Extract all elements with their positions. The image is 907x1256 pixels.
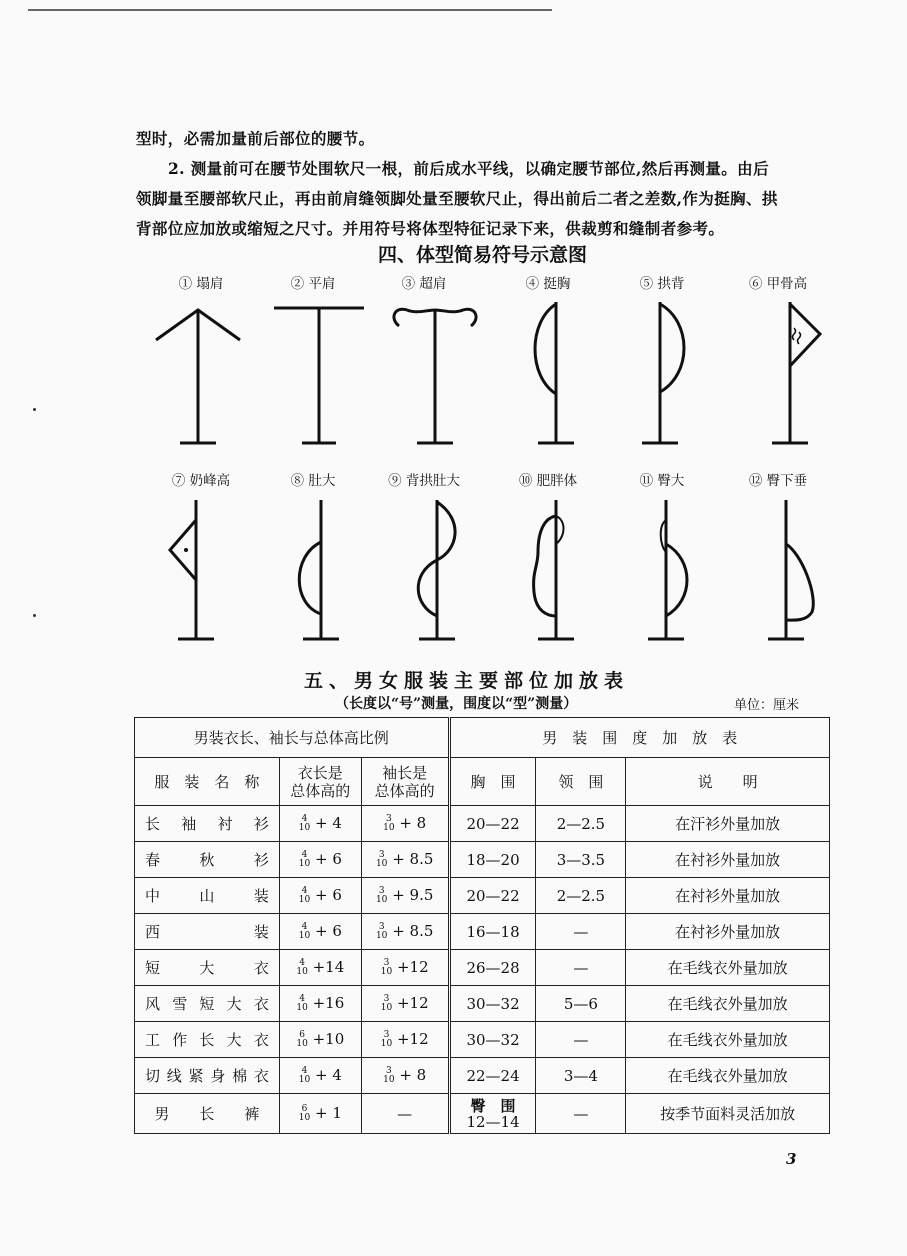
arched-back-symbol [626,298,706,453]
row-chest: 30—32 [449,1022,536,1058]
col-length-line-2: 总体高的 [290,781,351,800]
symbol-label-2: ② 平肩 [290,276,336,292]
row-note: 在毛线衣外量加放 [626,1022,830,1058]
row-chest: 26—28 [449,950,536,986]
col-name-header: 服 装 名 称 [135,758,280,806]
table-row [135,1022,830,1058]
row-collar: 2—2.5 [536,878,626,914]
row-note: 在毛线衣外量加放 [626,1058,830,1094]
row-sleeve: 3 10 +12 [361,986,449,1022]
row-length: 6 10 +10 [279,1022,361,1058]
obese-body-symbol [508,496,598,646]
row-length: 4 10 + 6 [279,842,361,878]
row-sleeve: 3 10 + 8 [361,1058,449,1094]
table-row [135,878,830,914]
table-row [135,842,830,878]
trousers-note: 按季节面料灵活加放 [626,1094,830,1134]
row-sleeve: 3 10 + 8.5 [361,914,449,950]
square-shoulder-symbol [383,298,483,453]
symbol-label-10: ⑩ 肥胖体 [518,473,578,489]
table-row [135,1058,830,1094]
row-collar: — [536,914,626,950]
row-collar: 2—2.5 [536,806,626,842]
trousers-hip: 臀 围 12—14 [449,1094,536,1134]
unit-label: 单位：厘米 [734,698,800,713]
row-length: 4 10 + 4 [279,1058,361,1094]
col-collar-header: 领 围 [536,758,626,806]
col-sleeve-header [361,758,449,806]
arched-back-big-belly-symbol [392,496,482,646]
table-row [135,986,830,1022]
row-name: 工作长大衣 [135,1022,280,1058]
row-note: 在衬衫外量加放 [626,914,830,950]
row-note: 在衬衫外量加放 [626,842,830,878]
page-number: 3 [786,1150,797,1168]
col-sleeve-line-2: 总体高的 [374,781,435,800]
symbol-label-12: ⑫ 臀下垂 [748,473,808,489]
paragraph-line-2: 2. 测量前可在腰节处围软尺一根，前后成水平线，以确定腰节部位,然后再测量。由后 [168,159,769,178]
symbol-label-7: ⑦ 奶峰高 [171,473,231,489]
row-note: 在汗衫外量加放 [626,806,830,842]
row-name: 长袖衬衫 [135,806,280,842]
big-hip-symbol [624,496,714,646]
paragraph-line-3: 领脚量至腰部软尺止，再由前肩缝领脚处量至腰软尺止，得出前后二者之差数,作为挺胸、拱 [136,189,778,208]
trousers-collar: — [536,1094,626,1134]
margin-speck [33,614,36,617]
row-note: 在毛线衣外量加放 [626,950,830,986]
row-collar: 3—3.5 [536,842,626,878]
row-name: 短 大 衣 [135,950,280,986]
chest-forward-symbol [510,298,590,453]
table-row [135,806,830,842]
symbol-label-4: ④ 挺胸 [525,276,571,292]
big-belly-symbol [276,496,366,646]
row-sleeve: 3 10 + 9.5 [361,878,449,914]
trousers-name: 男 长 裤 [135,1094,280,1134]
row-length: 4 10 +16 [279,986,361,1022]
row-note: 在毛线衣外量加放 [626,986,830,1022]
col-sleeve-line-1: 袖长是 [382,763,428,782]
allowance-table [134,717,830,1134]
symbol-label-9: ⑨ 背拱肚大 [388,473,460,489]
trousers-sleeve: — [361,1094,449,1134]
symbol-label-6: ⑥ 甲骨高 [748,276,808,292]
col-chest-header: 胸 围 [449,758,536,806]
row-name: 春 秋 衫 [135,842,280,878]
trousers-length: 6 10 + 1 [279,1094,361,1134]
row-name: 切线紧身棉衣 [135,1058,280,1094]
flat-shoulder-symbol [268,298,368,453]
col-length-line-1: 衣长是 [297,763,343,782]
row-length: 4 10 + 6 [279,878,361,914]
header-right: 男 装 围 度 加 放 表 [449,718,829,758]
margin-speck [33,408,36,411]
paragraph-line-1: 型时，必需加量前后部位的腰节。 [136,129,375,148]
row-length: 4 10 + 6 [279,914,361,950]
sloping-shoulder-symbol [150,298,250,453]
top-rule [28,9,552,11]
row-collar: 5—6 [536,986,626,1022]
row-chest: 30—32 [449,986,536,1022]
row-chest: 20—22 [449,878,536,914]
symbol-label-1: ① 塌肩 [178,276,224,292]
row-collar: 3—4 [536,1058,626,1094]
symbol-label-8: ⑧ 肚大 [290,473,336,489]
row-sleeve: 3 10 +12 [361,1022,449,1058]
section5-subtitle: （长度以“号”测量，围度以“型”测量） [335,696,578,712]
row-chest: 20—22 [449,806,536,842]
row-name: 西 装 [135,914,280,950]
row-note: 在衬衫外量加放 [626,878,830,914]
section4-title: 四、体型简易符号示意图 [378,244,588,266]
row-sleeve: 3 10 + 8.5 [361,842,449,878]
symbol-label-3: ③ 超肩 [401,276,447,292]
dropped-hip-symbol [742,496,832,646]
high-bust-symbol [152,496,242,646]
symbol-label-5: ⑤ 拱背 [639,276,685,292]
row-collar: — [536,950,626,986]
row-name: 风雪短大衣 [135,986,280,1022]
row-length: 4 10 +14 [279,950,361,986]
row-length: 4 10 + 4 [279,806,361,842]
row-sleeve: 3 10 +12 [361,950,449,986]
paragraph-line-4: 背部位应加放或缩短之尺寸。并用符号将体型特征记录下来，供裁剪和缝制者参考。 [136,219,725,238]
row-collar: — [536,1022,626,1058]
row-chest: 22—24 [449,1058,536,1094]
header-left: 男装衣长、袖长与总体高比例 [135,718,450,758]
col-length-header [279,758,361,806]
table-row [135,914,830,950]
row-chest: 18—20 [449,842,536,878]
table-row [135,950,830,986]
section5-title: 五、男女服装主要部位加放表 [304,670,630,692]
col-note-header: 说 明 [626,758,830,806]
symbol-label-11: ⑪ 臀大 [639,473,685,489]
row-name: 中 山 装 [135,878,280,914]
high-scapula-symbol [744,298,834,453]
row-sleeve: 3 10 + 8 [361,806,449,842]
row-chest: 16—18 [449,914,536,950]
